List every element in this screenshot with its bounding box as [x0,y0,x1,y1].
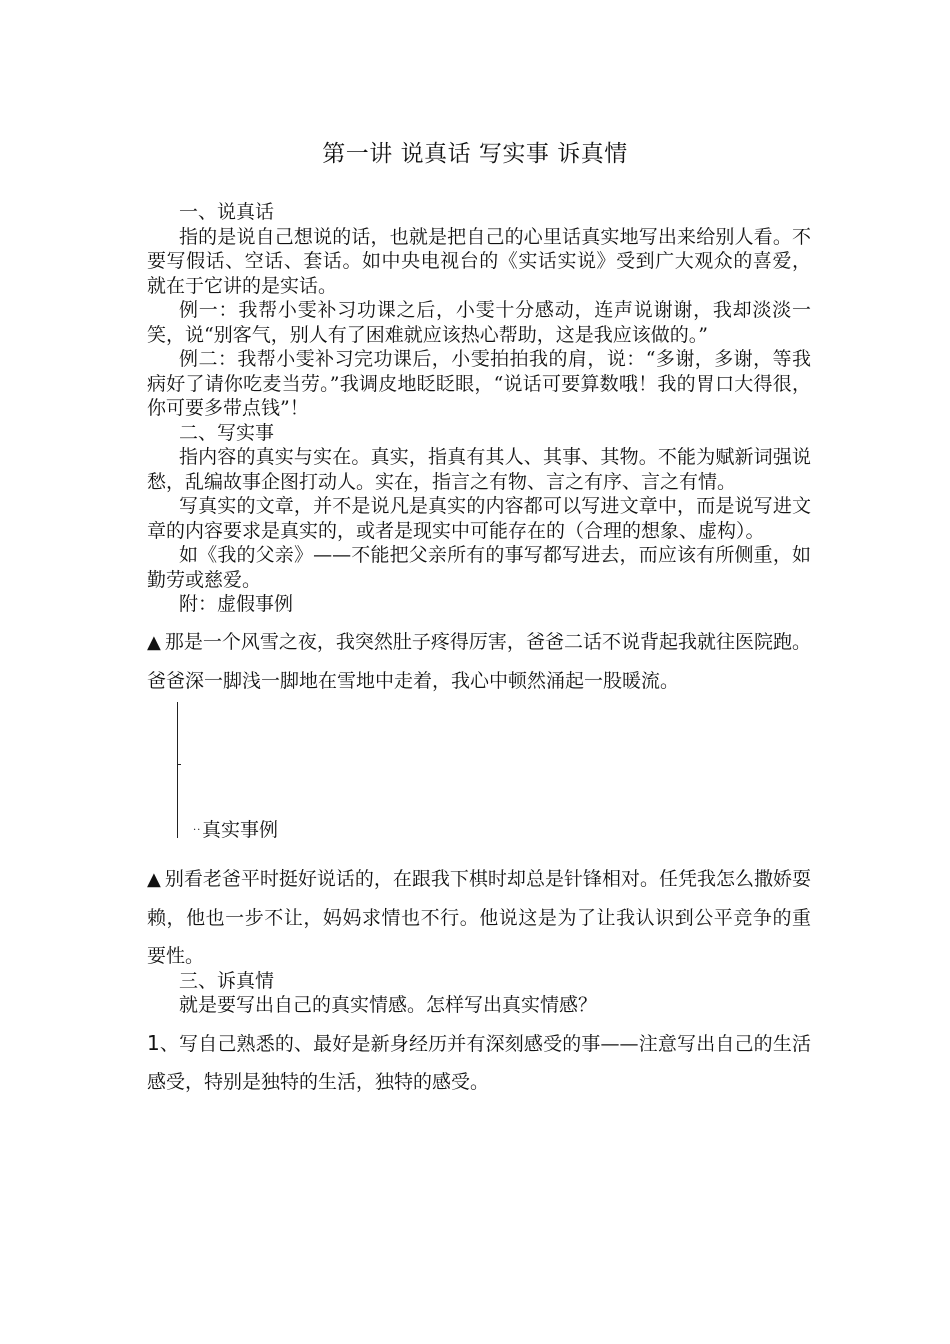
example-bracket [177,700,811,850]
paragraph: 如《我的父亲》——不能把父亲所有的事写都写进去，而应该有所侧重，如勤劳或慈爱。 [147,544,811,591]
appendix-label: 附：虚假事例 [179,593,294,615]
bracket-line [177,702,178,838]
true-example [147,860,811,975]
point-one [147,1024,811,1101]
triangle-bullet-icon: ▲ [147,868,161,890]
paragraph: 就是要写出自己的真实情感。怎样写出真实情感？ [179,994,598,1016]
bracket-tick [177,764,181,765]
bracket-dots: .. [193,821,202,833]
true-example-text: 别看老爸平时挺好说话的，在跟我下棋时却总是针锋相对。任凭我怎么撒娇耍赖，他也一步不让，妈妈求情也不行。他说这是为了让我认识到公平竞争的重要性。 [147,867,811,967]
paragraph: 指的是说自己想说的话，也就是把自己的心里话真实地写出来给别人看。不要写假话、空话、套话。如中央电视台的《实话实说》受到广大观众的喜爱，就在于它讲的是实话。 [147,225,811,297]
page-title: 第一讲 说真话 写实事 诉真情 [322,141,628,167]
triangle-bullet-icon: ▲ [147,631,161,653]
false-example [147,623,811,700]
example-two: 例二：我帮小雯补习完功课后，小雯拍拍我的肩，说：“多谢，多谢，等我病好了请你吃麦当劳。”我调皮地眨眨眼，“说话可要算数哦！我的胃口大得很，你可要多带点钱”！ [147,348,811,419]
point-number: 1 [147,1030,160,1055]
section-heading-2: 二、写实事 [179,421,275,444]
true-example-label: 真实事例 [202,818,279,841]
false-example-text: 那是一个风雪之夜，我突然肚子疼得厉害，爸爸二话不说背起我就往医院跑。爸爸深一脚浅一脚地在雪地中走着，我心中顿然涌起一股暖流。 [147,630,811,692]
example-one: 例一：我帮小雯补习功课之后，小雯十分感动，连声说谢谢，我却淡淡一笑，说“别客气，别人有了困难就应该热心帮助，这是我应该做的。” [147,299,811,346]
section-heading-3: 三、诉真情 [179,969,275,992]
section-heading-1: 一、说真话 [179,201,275,223]
paragraph: 指内容的真实与实在。真实，指真有其人、其事、其物。不能为赋新词强说愁，乱编故事企图打动人。实在，指言之有物、言之有序、言之有情。 [147,446,811,493]
document-body [147,200,811,1101]
paragraph: 写真实的文章，并不是说凡是真实的内容都可以写进文章中，而是说写进文章的内容要求是真实的，或者是现实中可能存在的（合理的想象、虚构）。 [147,495,811,542]
point-one-text: 、写自己熟悉的、最好是新身经历并有深刻感受的事——注意写出自己的生活感受，特别是独特的生活，独特的感受。 [147,1032,811,1093]
